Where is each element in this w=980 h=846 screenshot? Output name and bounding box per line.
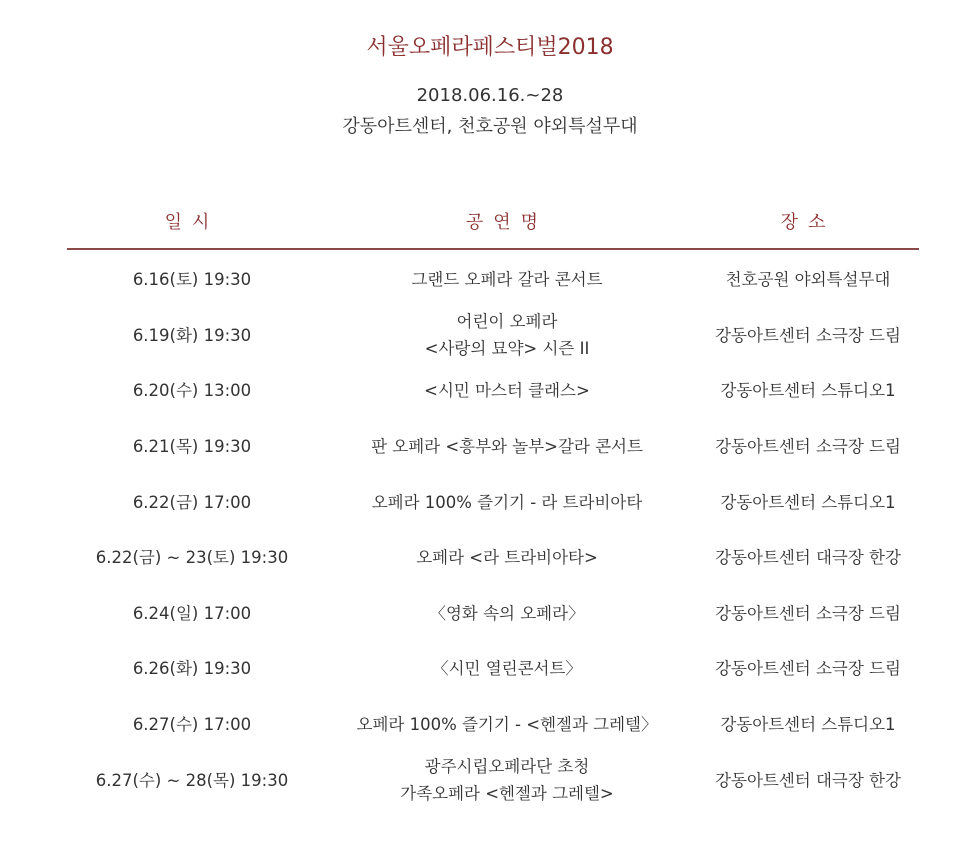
table-row	[67, 586, 919, 642]
schedule-venue: 강동아트센터 대극장 한강	[715, 770, 901, 790]
schedule-title-line: 그랜드 오페라 갈라 콘서트	[411, 270, 603, 290]
schedule-venue: 강동아트센터 스튜디오1	[720, 381, 896, 401]
table-row	[67, 752, 919, 808]
schedule-venue: 강동아트센터 소극장 드림	[715, 603, 901, 623]
schedule-venue: 강동아트센터 스튜디오1	[720, 715, 896, 735]
schedule-date: 6.26(화) 19:30	[132, 659, 252, 679]
header-divider	[67, 248, 919, 250]
schedule-venue: 강동아트센터 소극장 드림	[715, 659, 901, 679]
schedule-title	[317, 363, 697, 419]
schedule-venue: 강동아트센터 대극장 한강	[715, 548, 901, 568]
table-row	[67, 474, 919, 530]
schedule-date: 6.24(일) 17:00	[132, 603, 252, 623]
schedule-title	[317, 641, 697, 697]
table-row	[67, 530, 919, 586]
schedule-venue: 강동아트센터 스튜디오1	[720, 492, 896, 512]
schedule-venue: 강동아트센터 소극장 드림	[715, 325, 901, 345]
page-title: 서울오페라페스티벌2018	[366, 35, 614, 60]
schedule-title-line: <사랑의 묘약> 시즌 II	[424, 339, 590, 359]
schedule-title-line: 어린이 오페라	[456, 312, 558, 332]
schedule-venue: 천호공원 야외특설무대	[725, 270, 891, 290]
schedule-title-line: <시민 마스터 클래스>	[424, 381, 590, 401]
schedule-date: 6.21(목) 19:30	[132, 437, 252, 457]
schedule-title	[317, 586, 697, 642]
table-row	[67, 252, 919, 308]
table-row	[67, 419, 919, 475]
schedule-title	[317, 252, 697, 308]
table-row	[67, 308, 919, 364]
schedule-title	[317, 530, 697, 586]
table-header	[67, 208, 919, 238]
schedule-date: 6.22(금) ~ 23(토) 19:30	[95, 548, 289, 568]
schedule-date: 6.27(수) 17:00	[132, 715, 252, 735]
schedule-title-line: 〈시민 열린콘서트〉	[432, 659, 582, 679]
schedule-date: 6.27(수) ~ 28(목) 19:30	[95, 770, 289, 790]
table-row	[67, 363, 919, 419]
schedule-title-line: 〈영화 속의 오페라〉	[429, 603, 585, 623]
schedule-title	[317, 308, 697, 364]
schedule-table	[67, 252, 919, 808]
schedule-title	[317, 474, 697, 530]
schedule-title	[317, 419, 697, 475]
schedule-title-line: 오페라 100% 즐기기 - <헨젤과 그레텔〉	[356, 715, 658, 735]
schedule-title-line: 판 오페라 <흥부와 놀부>갈라 콘서트	[371, 437, 643, 457]
column-header-date: 일시	[164, 212, 220, 233]
schedule-title-line: 오페라 100% 즐기기 - 라 트라비아타	[371, 492, 643, 512]
schedule-venue: 강동아트센터 소극장 드림	[715, 437, 901, 457]
schedule-title-line: 광주시립오페라단 초청	[424, 757, 590, 777]
schedule-title-line: 가족오페라 <헨젤과 그레텔>	[400, 784, 614, 804]
column-header-title: 공연명	[465, 212, 549, 233]
schedule-title	[317, 697, 697, 753]
schedule-date: 6.19(화) 19:30	[132, 325, 252, 345]
schedule-date: 6.22(금) 17:00	[132, 492, 252, 512]
column-header-venue: 장소	[780, 212, 836, 233]
schedule-date: 6.20(수) 13:00	[132, 381, 252, 401]
schedule-title	[317, 752, 697, 808]
table-row	[67, 697, 919, 753]
festival-dates: 2018.06.16.~28	[416, 85, 564, 106]
schedule-date: 6.16(토) 19:30	[132, 270, 252, 290]
schedule-title-line: 오페라 <라 트라비아타>	[416, 548, 598, 568]
festival-venues: 강동아트센터, 천호공원 야외특설무대	[342, 116, 638, 137]
table-row	[67, 641, 919, 697]
